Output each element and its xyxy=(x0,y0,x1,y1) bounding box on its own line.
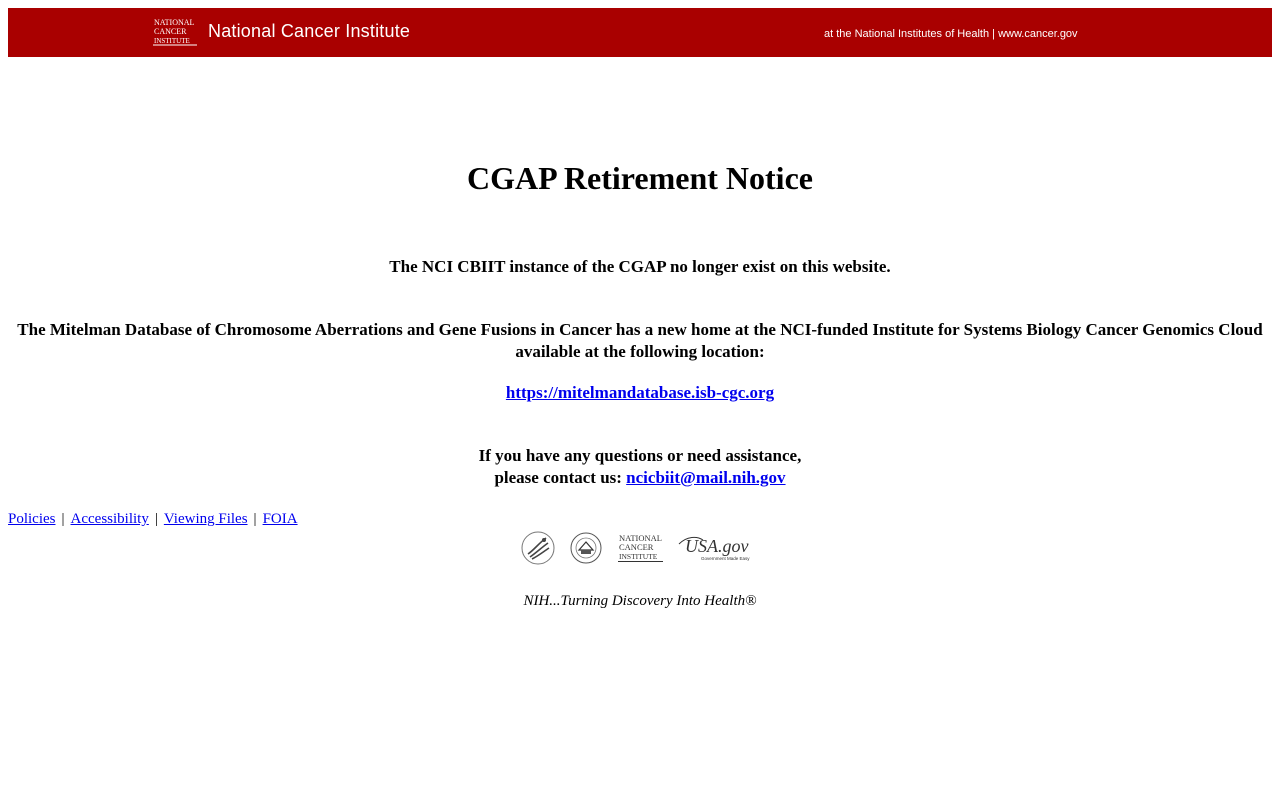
footer-link-accessibility[interactable]: Accessibility xyxy=(70,511,149,527)
retirement-notice-text: The NCI CBIIT instance of the CGAP no longer exist on this website. xyxy=(389,257,891,276)
usa-gov-subtext: Government Made Easy xyxy=(701,556,750,561)
contact-line-1: If you have any questions or need assistance, xyxy=(478,446,802,465)
logo-line-1: NATIONAL xyxy=(154,18,195,27)
nci-seal-logo-icon[interactable] xyxy=(153,17,197,47)
contact-email-link[interactable]: ncicbiit@mail.nih.gov xyxy=(626,468,786,487)
nci-name[interactable]: National Cancer Institute xyxy=(208,21,411,41)
mitelman-link-container xyxy=(8,382,1272,404)
nci-footer-logo-icon[interactable] xyxy=(618,530,664,566)
nci-header-banner xyxy=(8,8,1272,57)
usa-gov-logo-icon[interactable] xyxy=(677,530,763,566)
logo-line-2: CANCER xyxy=(154,27,187,36)
page-title: CGAP Retirement Notice xyxy=(467,160,813,196)
footer-separator: | xyxy=(61,511,65,527)
footer-nci-line-1: NATIONAL xyxy=(619,533,662,543)
footer-link-foia[interactable]: FOIA xyxy=(262,511,298,527)
usa-gov-text: USA.gov xyxy=(685,536,749,556)
contact-block xyxy=(8,445,1272,489)
contact-line-2-prefix: please contact us: xyxy=(494,468,622,487)
footer-separator: | xyxy=(253,511,257,527)
footer-links xyxy=(8,509,298,529)
agency-logos xyxy=(0,530,1280,566)
nih-motto: NIH...Turning Discovery Into Health® xyxy=(523,593,757,609)
footer-separator: | xyxy=(154,511,158,527)
footer-link-policies[interactable]: Policies xyxy=(8,511,56,527)
nci-tagline[interactable]: at the National Institutes of Health | www.cancer.gov xyxy=(824,28,1078,40)
logo-line-3: INSTITUTE xyxy=(154,37,190,45)
footer-nci-line-2: CANCER xyxy=(619,542,654,552)
mitelman-database-link[interactable]: https://mitelmandatabase.isb-cgc.org xyxy=(505,383,775,402)
mitelman-relocation-text: The Mitelman Database of Chromosome Aberrations and Gene Fusions in Cancer has a new home at the NCI-funded Institute for Systems Biology Cancer Genomics Cloud available at the following location: xyxy=(17,320,1263,361)
nih-seal-logo-icon[interactable] xyxy=(569,530,603,566)
footer-nci-line-3: INSTITUTE xyxy=(619,552,658,561)
footer-link-viewing-files[interactable]: Viewing Files xyxy=(163,511,248,527)
hhs-eagle-logo-icon[interactable] xyxy=(520,530,556,566)
